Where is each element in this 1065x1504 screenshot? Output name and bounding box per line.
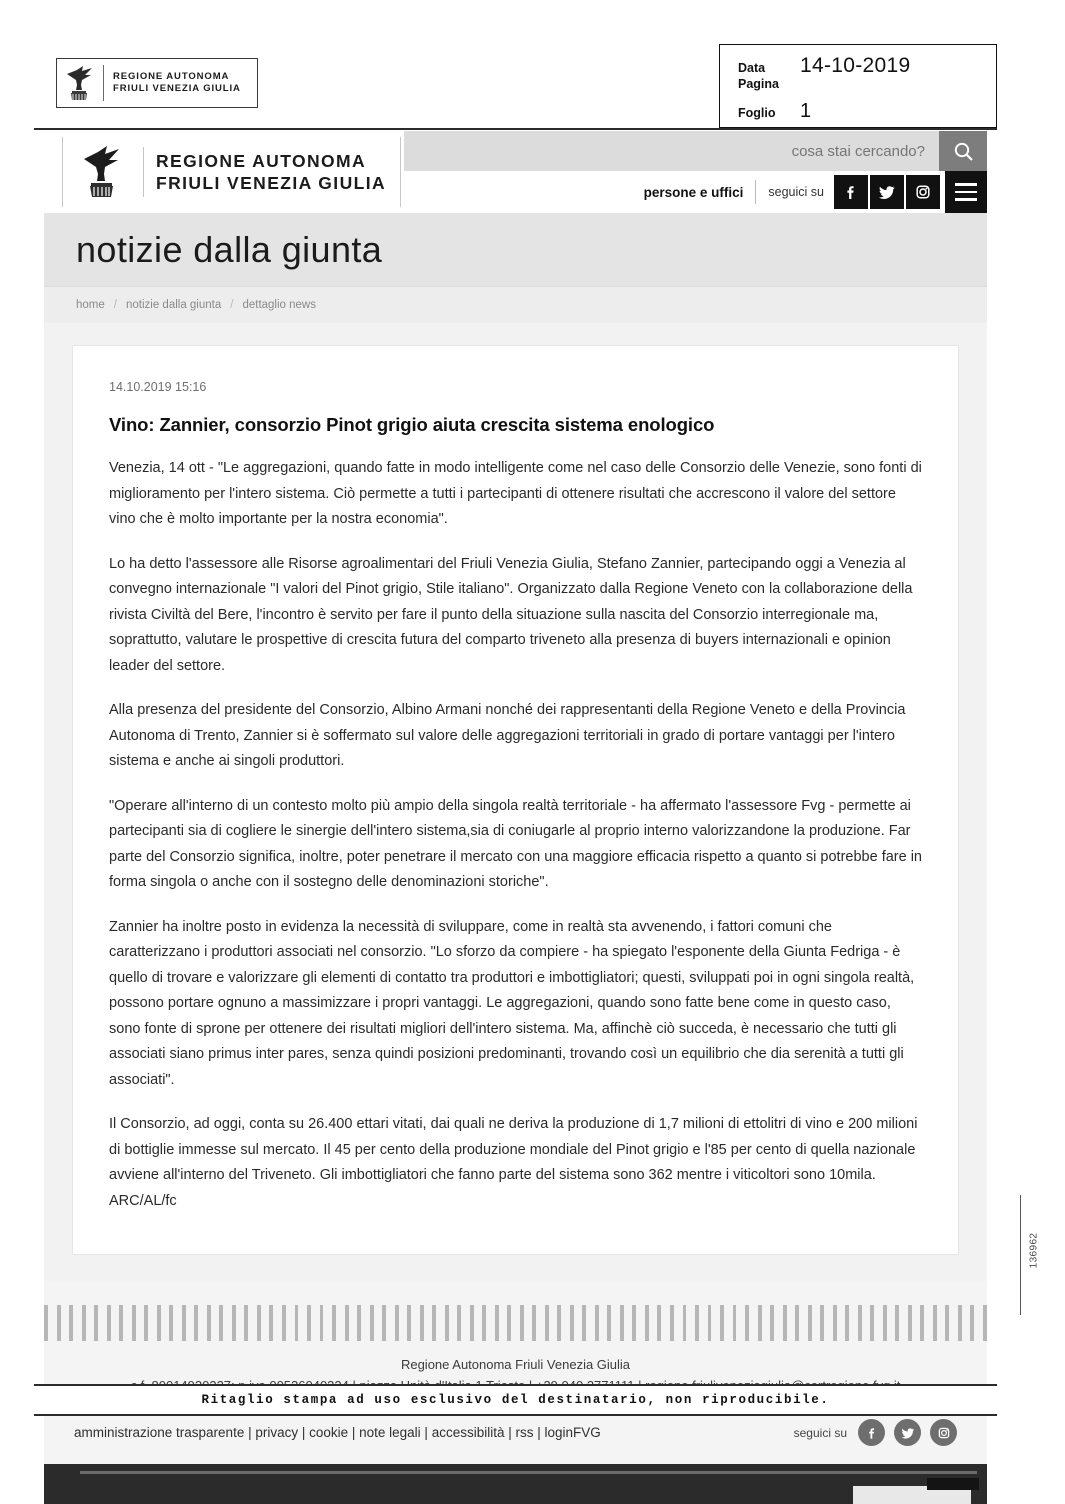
breadcrumb-item-notizie[interactable]: notizie dalla giunta xyxy=(125,299,222,311)
seguici-su-label: seguici su xyxy=(768,185,824,199)
site-header xyxy=(44,131,987,214)
breadcrumb-item-home[interactable]: home xyxy=(76,299,105,311)
clipping-disclaimer xyxy=(34,1384,997,1416)
clipping-logo xyxy=(56,58,258,108)
breadcrumb xyxy=(44,286,987,323)
clipping-meta-box xyxy=(719,44,997,128)
meta-label-foglio: Foglio xyxy=(738,106,776,120)
facebook-icon[interactable] xyxy=(858,1419,885,1446)
clipping-logo-text xyxy=(104,71,241,96)
meta-label-pagina: Pagina xyxy=(738,77,779,91)
meta-row-data xyxy=(738,54,996,77)
search-bar xyxy=(404,131,987,171)
brand-divider xyxy=(143,147,144,197)
footer-social xyxy=(794,1419,957,1446)
facebook-icon[interactable] xyxy=(834,175,868,209)
article-paragraph: Lo ha detto l'assessore alle Risorse agroalimentari del Friuli Venezia Giulia, Stefano Zannier, partecipando oggi a Venezia al convegno internazionale "I valori del Pinot grigio, Stile italiano". Organizzato dalla Regione Veneto con la collaborazione della rivista Civiltà del Bere, l'incontro è servito per fare il punto della situazione sulla nascita del Consorzio interregionale ma, soprattutto, valutare le prospettive di crescita futura del comparto triveneto alla presenza di buyers internazionali e opinion leader del settore. xyxy=(109,555,913,674)
instagram-icon[interactable] xyxy=(906,175,940,209)
article-paragraph: Alla presenza del presidente del Consorzio, Albino Armani nonché dei rappresentanti della Regione Veneto e della Provincia Autonoma di Trento, Zannier si è soffermato sul valore delle aggregazioni territoriali in grado di portare vantaggi per l'intero sistema e anche ai singoli produttori. xyxy=(109,702,906,769)
meta-label-data: Data xyxy=(738,61,766,75)
search-button[interactable] xyxy=(939,131,987,171)
clipping-side-id-value: 136962 xyxy=(1028,1232,1040,1268)
brand-line2: FRIULI VENEZIA GIULIA xyxy=(156,173,387,193)
search-icon xyxy=(953,141,974,162)
clipping-logo-line1: REGIONE AUTONOMA xyxy=(113,70,230,82)
clipping-header xyxy=(34,44,997,126)
clipping-disclaimer-text: Ritaglio stampa ad uso esclusivo del destinatario, non riproducibile. xyxy=(201,1393,830,1407)
footer-links-row xyxy=(44,1419,987,1464)
clipping-logo-line2: FRIULI VENEZIA GIULIA xyxy=(113,83,241,94)
site-brand-text xyxy=(156,150,386,194)
breadcrumb-separator: / xyxy=(113,299,117,311)
dark-bar-chip-secondary xyxy=(927,1478,979,1490)
footer-seguici-su-label: seguici su xyxy=(793,1425,847,1440)
breadcrumb-item-dettaglio: dettaglio news xyxy=(242,299,316,311)
article-paragraph: Zannier ha inoltre posto in evidenza la necessità di sviluppare, come in realtà sta avvenendo, i fattori comuni che caratterizzano i produttori associati nel consorzio. "Lo sforzo da compiere - ha spiegato l'esponente della Giunta Fedriga - è quello di trovare e valorizzare gli elementi di contatto tra produttori e imbottigliatori; questi, sviluppati poi in ogni singola realtà, possono portare ognuno a massimizzare i propri vantaggi. Le aggregazioni, quando sono fatte bene come in questo caso, sono fonte di sprone per ottenere dei risultati migliori dell'intero sistema. Ma, affinchè ciò succeda, è necessario che tutti gli associati siano primus inter pares, senza quindi posizioni predominanti, trovando così un equilibrio che dia serenità a tutti gli associati". xyxy=(109,918,915,1088)
meta-row-foglio xyxy=(738,100,996,123)
article-headline: Vino: Zannier, consorzio Pinot grigio aiuta crescita sistema enologico xyxy=(109,414,715,435)
meta-value-data: 14-10-2019 xyxy=(800,54,911,77)
brand-line1: REGIONE AUTONOMA xyxy=(156,151,367,171)
article-card xyxy=(72,345,959,1255)
clipping-side-id xyxy=(1021,1205,1047,1295)
search-input[interactable] xyxy=(404,130,939,172)
article-paragraph: "Operare all'interno di un contesto molto più ampio della singola realtà territoriale - ha affermato l'assessore Fvg - permette ai partecipanti sia di cogliere le sinergie dell'intero sistema,sia di coniugarle al proprio interno valorizzandone la produzione. Far parte del Consorzio significa, inoltre, poter penetrare il mercato con una maggiore efficacia rispetto a quanto si potrebbe fare in forma singola o anche con il sostegno delle denominazioni storiche". xyxy=(109,797,922,890)
twitter-icon[interactable] xyxy=(894,1419,921,1446)
footer-dark-bar xyxy=(44,1464,987,1504)
twitter-icon[interactable] xyxy=(870,175,904,209)
article-paragraph: Venezia, 14 ott - "Le aggregazioni, quando fatte in modo intelligente come nel caso delle Consorzio delle Venezie, sono fonti di miglioramento per l'intero sistema. Ciò permette a tutti i partecipanti di ottenere risultati che accrescono il valore del settore vino che è molto importante per la nostra economia". xyxy=(109,460,922,527)
breadcrumb-separator: / xyxy=(230,299,234,311)
meta-value-foglio: 1 xyxy=(800,100,812,122)
meta-row-pagina xyxy=(738,77,996,100)
footer-bars-decoration xyxy=(44,1297,987,1357)
persone-e-uffici-link[interactable]: persone e uffici xyxy=(643,184,744,200)
eagle-crest-icon xyxy=(73,141,131,203)
eagle-crest-icon xyxy=(57,60,103,106)
hamburger-menu-icon[interactable] xyxy=(945,171,987,213)
site-brand[interactable] xyxy=(62,137,401,207)
page-title: notizie dalla giunta xyxy=(76,229,383,270)
content-area xyxy=(44,323,987,1281)
article-paragraph: Il Consorzio, ad oggi, conta su 26.400 ettari vitati, dai quali ne deriva la produzione di 1,7 milioni di ettolitri di vino e 200 milioni di bottiglie immesse sul mercato. Il 45 per cento della produzione mondiale del Pinot grigio e l'85 per cento di quella nazionale avviene all'interno del Triveneto. Gli imbottigliatori che fanno parte del sistema sono 362 mentre i viticoltori sono 10mila. ARC/AL/fc xyxy=(109,1116,918,1209)
instagram-icon[interactable] xyxy=(930,1419,957,1446)
article-timestamp: 14.10.2019 15:16 xyxy=(109,380,207,394)
site-header-utility-row xyxy=(644,171,987,213)
page-title-band xyxy=(44,214,987,286)
dark-bar-line xyxy=(80,1471,977,1474)
footer-organization: Regione Autonoma Friuli Venezia Giulia xyxy=(400,1357,631,1372)
footer-links[interactable]: amministrazione trasparente | privacy | cookie | note legali | accessibilità | rss | loginFVG xyxy=(74,1425,601,1440)
